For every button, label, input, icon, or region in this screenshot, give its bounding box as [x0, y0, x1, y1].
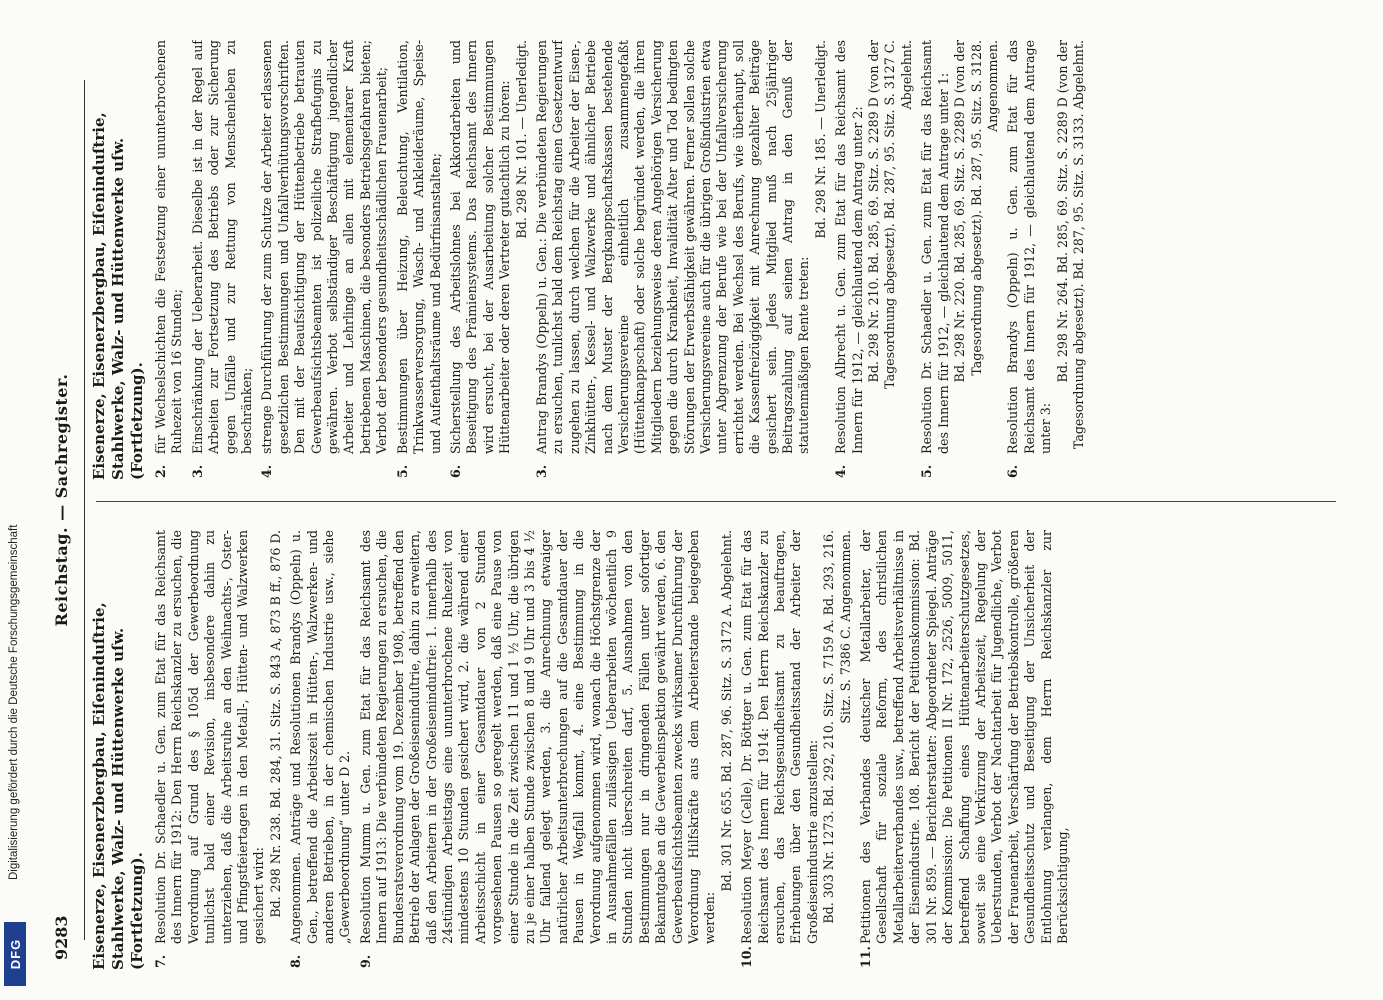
- dfg-logo: DFG: [4, 922, 26, 986]
- entry-text: Resolution Albrecht u. Gen. zum Etat für das Reichsamt des Innern für 1912, — gleichlautend dem Antrag unter 2:: [833, 40, 865, 454]
- entry-reference: Bd. 298 Nr. 220. Bd. 285, 69. Sitz. S. 2289 D (von der Tagesordnung abgesetzt). Bd. 287, 95. Sitz. S. 3128. Angenommen.: [952, 40, 1000, 383]
- entry-text: Sicherstellung des Arbeitslohnes bei Akkordarbeiten und Beseitigung des Prämiensystems. Das Reichsamt des Innern wird ersucht, bei der Ausarbeitung solcher Bestimmungen Hüttenarbeiter oder deren Vertreter gutachtlich zu hören:: [447, 40, 513, 454]
- entry-reference: Bd. 303 Nr. 1273. Bd. 292, 210. Sitz. S. 7159 A. Bd. 293, 216. Sitz. S. 7386 C. Angenommen.: [821, 530, 853, 924]
- column-heading: Eisenerze, Eisenerzbergbau, Eiſeninduſtrie, Stahlwerke, Walz- und Hüttenwerke uſw. (Fortſetzung).: [90, 602, 146, 970]
- entry-text: Petitionen des Verbandes deutscher Metallarbeiter, der Gesellschaft für soziale Reform, des christlichen Metallarbeiterverbandes usw., betreffend Arbeitsverhältnisse in der Eisenindustrie. 108. Bericht der Petitionskommission: Bd. 301 Nr. 859. — Berichterstatter: Abgeordneter Spiegel. Anträge der Kommission: Die Petitionen II Nr. 172, 2526, 5009, 5011, betreffend Schaffung eines Hüttenarbeiterschutzgesetzes, soweit sie eine Verkürzung der Arbeitszeit, Regelung der Ueberstunden, Verbot der Nachtarbeit für Jugendliche, Verbot der Frauenarbeit, Verschärfung der Betriebskontrolle, größeren Gesundheitsschutz und Beseitigung der Unsicherheit der Entlohnung verlangen, dem Herrn Reichskanzler zur Berücksichtigung,: [858, 530, 1070, 944]
- running-title: Reichstag. — Sachregister.: [52, 373, 71, 627]
- entry-reference: Bd. 298 Nr. 185. — Unerledigt.: [812, 40, 828, 239]
- entry-number: 6.: [1005, 464, 1021, 478]
- register-entry: [858, 530, 1071, 970]
- register-entry: [739, 530, 854, 970]
- entry-number: 7.: [153, 954, 168, 968]
- entry-text: Bestimmungen über Heizung, Beleuchtung, Ventilation, Trinkwasserversorgung, Wasch- und Ankleideräume, Speise- und Aufenthaltsräume und Bedürfnisanstalten;: [394, 40, 443, 454]
- entry-number: 5.: [394, 464, 410, 478]
- entry-reference: Bd. 298 Nr. 101. — Unerledigt.: [513, 40, 529, 239]
- second-column: [90, 40, 1370, 480]
- column-divider: [96, 501, 1336, 502]
- register-entry: [259, 40, 390, 480]
- register-entry: [1005, 40, 1087, 480]
- register-entry: [288, 530, 354, 970]
- entry-number: 8.: [288, 954, 304, 968]
- entry-reference: Bd. 301 Nr. 655. Bd. 287, 96. Sitz. S. 3172 A. Abgelehnt.: [718, 530, 734, 892]
- entry-number: 10.: [739, 946, 755, 968]
- register-entry: [919, 40, 1001, 480]
- register-entry: [833, 40, 915, 480]
- entry-number: 11.: [858, 946, 874, 968]
- digitization-credit-strip: [0, 0, 34, 1000]
- first-column: [90, 530, 1370, 970]
- entry-text: Angenommen. Anträge und Resolutionen Brandys (Oppeln) u. Gen., betreffend die Arbeitszeit in Hütten-, Walzwerken- und anderen Betrieben, in der chemischen Industrie usw., siehe „Gewerbeordnung“ unter D 2.: [288, 530, 353, 944]
- entry-text: Einschränkung der Ueberarbeit. Dieselbe ist in der Regel auf Arbeiten zur Fortsetzung des Betriebs oder zur Sicherung gegen Unfälle und zur Rettung von Menschenleben zu beschränken;: [189, 40, 255, 454]
- register-entry: [153, 40, 186, 480]
- entry-reference: Bd. 298 Nr. 238. Bd. 284, 31. Sitz. S. 843 A, 873 B ff., 876 D.: [267, 530, 283, 918]
- page-number: 9283: [52, 915, 71, 960]
- register-entry: [448, 40, 530, 480]
- column-heading: Eisenerze, Eisenerzbergbau, Eiſeninduſtrie, Stahlwerke, Walz- und Hüttenwerke uſw. (Fortſetzung).: [90, 112, 146, 480]
- entry-text: Resolution Meyer (Celle), Dr. Böttger u. Gen. zum Etat für das Reichsamt des Innern für 1914: Den Herrn Reichskanzler zu ersuchen, das Reichsgesundheitsamt zu beauftragen, Erhebungen über den Gesundheitsstand der Arbeiter der Großeisenindustrie anzustellen:: [739, 530, 820, 944]
- entry-text: Resolution Mumm u. Gen. zum Etat für das Reichsamt des Innern auf 1913: Die verbündeten Regierungen zu ersuchen, die Bundesratsverordnung vom 19. Dezember 1908, betreffend den Betrieb der Anlagen der Großeiseninduſtrie, dahin zu erweitern, daß den Arbeitern in der Großeiseninduſtrie: 1. innerhalb des 24stündigen Arbeitstags eine ununterbrochene Ruhezeit von mindestens 10 Stunden gesichert wird, 2. die während einer Arbeitsschicht in einer Gesamtdauer von 2 Stunden vorgesehenen Pausen so geregelt werden, daß eine Pause von einer Stunde in die Zeit zwischen 11 und 1 ½ Uhr, die übrigen zu je einer halben Stunde zwischen 8 und 9 Uhr und 3 bis 4 ½ Uhr fallend gelegt werden, 3. die Anrechnung etwaiger natürlicher Arbeitsunterbrechungen auf die Gesamtdauer der Pausen in Wegfall kommt, 4. eine Bestimmung in die Verordnung aufgenommen wird, wonach die Höchstgrenze der in Ausnahmefällen zulässigen Ueberarbeiten wöchentlich 9 Stunden nicht überschreiten darf, 5. Ausnahmen von den Bestimmungen nur in dringenden Fällen unter sofortiger Bekanntgabe an die Gewerbeinspektion gewährt werden, 6. den Gewerbeaufsichtsbeamten zwecks wirksamer Durchführung der Verordnung Hilfskräfte aus dem Arbeiterstande beigegeben werden:: [357, 530, 718, 944]
- entry-text: für Wechselschichten die Festsetzung einer ununterbrochenen Ruhezeit von 16 Stunden;: [153, 40, 185, 454]
- register-entry: [358, 530, 735, 970]
- entry-reference: Bd. 298 Nr. 210. Bd. 285, 69. Sitz. S. 2289 D (von der Tagesordnung abgesetzt). Bd. 287, 95. Sitz. S. 3127 C. Abgelehnt.: [866, 40, 914, 389]
- register-entry: [190, 40, 256, 480]
- header-rule: [84, 80, 85, 940]
- entry-number: 5.: [919, 464, 935, 478]
- entry-text: Resolution Brandys (Oppeln) u. Gen. zum Etat für das Reichsamt des Innern für 1912, — gleichlautend dem Antrage unter 3:: [1005, 40, 1054, 454]
- entry-number: 3.: [189, 464, 205, 478]
- register-entry: [395, 40, 444, 480]
- register-entry: [153, 530, 284, 970]
- entry-reference: Bd. 298 Nr. 264. Bd. 285, 69. Sitz. S. 2289 D (von der Tagesordnung abgesetzt). Bd. 287, 95. Sitz. S. 3133. Abgelehnt.: [1054, 40, 1086, 450]
- entry-number: 9.: [357, 954, 373, 968]
- entry-number: 3.: [533, 464, 549, 478]
- entry-number: 6.: [447, 464, 463, 478]
- entry-text: Resolution Dr. Schaedler u. Gen. zum Etat für das Reichsamt des Innern für 1912: Den Herrn Reichskanzler zu ersuchen, die Verordnung auf Grund des § 105d der Gewerbeordnung tunlichst bald einer Revision, insbesondere dahin zu unterziehen, daß die Arbeitsruhe an den Weihnachts-, Oster- und Pfingstfeiertagen in den Metall-, Hütten- und Walzwerken gesichert wird:: [153, 530, 267, 944]
- register-entry: [534, 40, 829, 480]
- entry-text: strenge Durchführung der zum Schutze der Arbeiter erlassenen gesetzlichen Bestimmungen und Unfallverhütungsvorschriften. Den mit der Beaufsichtigung der Hüttenbetriebe betrauten Gewerbeaufsichtsbeamten ist polizeiliche Strafbefugnis zu gewähren. Verbot selbständiger Beschäftigung jugendlicher Arbeiter und Lehrlinge an allen mit elementarer Kraft betriebenen Maschinen, die besonders Betriebsgefahren bieten; Verbot der besonders gesundheitsschädlichen Frauenarbeit;: [259, 40, 390, 454]
- entry-number: 4.: [259, 464, 275, 478]
- entry-number: 2.: [153, 464, 168, 478]
- digitization-credit-text: Digitalisierung gefördert durch die Deutsche Forschungsgemeinschaft: [8, 524, 20, 880]
- page-header: [52, 40, 82, 960]
- entry-text: Resolution Dr. Schaedler u. Gen. zum Etat für das Reichsamt des Innern für 1912, — gleichlautend dem Antrage unter 1:: [919, 40, 951, 454]
- entry-number: 4.: [833, 464, 849, 478]
- entry-text: Antrag Brandys (Oppeln) u. Gen.: Die verbündeten Regierungen zu ersuchen, tunlichst bald dem Reichstag einen Gesetzentwurf zugehen zu lassen, durch welchen für die Arbeiter der Eisen-, Zinkhütten-, Kessel- und Walzwerke und ähnlicher Betriebe nach dem Muster der Bergknappschaftskassen bestehende Versicherungsvereine einheitlich zusammengefaßt (Hüttenknappschaft) oder solche begründet werden, die ihren Mitgliedern beziehungsweise deren Angehörigen Versicherung gegen die durch Krankheit, Invalidität Alter und Tod bedingten Störungen der Erwerbsfähigkeit gewähren. Ferner sollen solche Versicherungsvereine auch für die übrigen Großindustrien etwa unter Abgrenzung der Berufe wie bei der Unfallversicherung errichtet werden. Bei Wechsel des Berufs, wie überhaupt, soll die Kassenfreizügigkeit mit Anrechnung gezahlter Beiträge gesichert sein. Jedes Mitglied muß nach 25jähriger Beitragszahlung auf seinen Antrag in den Genuß der statutenmäßigen Rente treten:: [533, 40, 812, 454]
